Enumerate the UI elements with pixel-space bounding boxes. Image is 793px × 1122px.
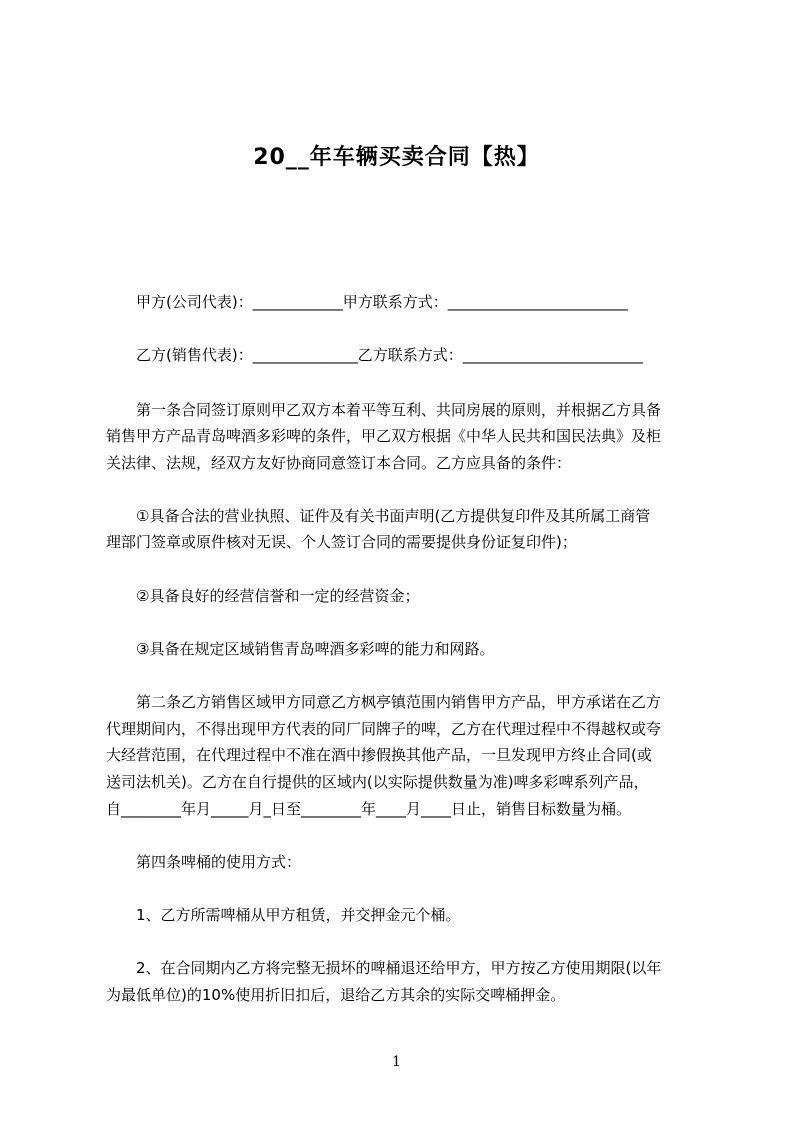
party-b-line: 乙方(销售代表)：______________乙方联系方式：________________________ xyxy=(136,346,643,364)
condition3-line: ③具备在规定区域销售青岛啤酒多彩啤的能力和网路。 xyxy=(136,640,495,658)
article2-line-3: 大经营范围，在代理过程中不准在酒中掺假换其他产品，一旦发现甲方终止合同(或 xyxy=(106,746,652,764)
article2-line-5: 自________年月_____月_日至________年____月____日止，销售目标数量为桶。 xyxy=(106,800,632,818)
condition1-line-1: ①具备合法的营业执照、证件及有关书面声明(乙方提供复印件及其所属工商管 xyxy=(136,507,651,525)
article1-line-2: 销售甲方产品青岛啤酒多彩啤的条件，甲乙双方根据《中华人民共和国民法典》及柜 xyxy=(106,427,662,445)
article2-line-2: 代理期间内，不得出现甲方代表的同厂同牌子的啤，乙方在代理过程中不得越权或夸 xyxy=(106,720,662,738)
page-number: 1 xyxy=(392,1054,401,1070)
article2-line-4: 送司法机关)。乙方在自行提供的区域内(以实际提供数量为准)啤多彩啤系列产品， xyxy=(106,773,649,791)
condition1-line-2: 理部门签章或原件核对无误、个人签订合同的需要提供身份证复印件)； xyxy=(106,533,577,551)
article1-line-3: 关法律、法规，经双方友好协商同意签订本合同。乙方应具备的条件： xyxy=(106,454,572,472)
party-a-line: 甲方(公司代表)：____________甲方联系方式：________________________ xyxy=(136,293,628,311)
article4-item1-line: 1、乙方所需啤桶从甲方租赁，并交押金元个桶。 xyxy=(136,906,461,924)
article1-line-1: 第一条合同签订原则甲乙双方本着平等互利、共同房展的原则，并根据乙方具备 xyxy=(136,401,662,419)
article4-item2-line-1: 2、在合同期内乙方将完整无损坏的啤桶退还给甲方，甲方按乙方使用期限(以年 xyxy=(136,959,662,977)
document-title: 20__年车辆买卖合同【热】 xyxy=(253,145,540,170)
article4-heading: 第四条啤桶的使用方式： xyxy=(136,853,302,871)
article4-item2-line-2: 为最低单位)的10%使用折旧扣后，退给乙方其余的实际交啤桶押金。 xyxy=(106,986,566,1004)
article2-line-1: 第二条乙方销售区域甲方同意乙方枫亭镇范围内销售甲方产品，甲方承诺在乙方 xyxy=(136,693,662,711)
condition2-line: ②具备良好的经营信誉和一定的经营资金； xyxy=(136,587,420,605)
